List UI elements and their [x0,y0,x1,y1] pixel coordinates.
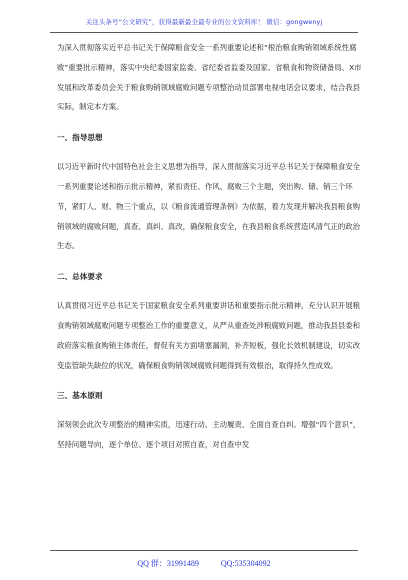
footer-contact [137,558,270,569]
header-promo-text[interactable]: 关注头条号“公文研究”，获得最新最全最专业的公文资料库！ 微信：gongwenyj [85,18,323,26]
section-heading-guiding-ideology: 一、指导思想 [57,133,103,143]
section-heading-basic-principles: 三、基本原则 [57,391,103,401]
section-paragraph-overall-requirements: 认真贯彻习近平总书记关于国家粮食安全系列重要讲话和重要指示批示精神，充分认识开展粮食购销领域腐败问题专项整治工作的重要意义，从严从重查处涉粮腐败问题，推动我县县委和政府落实粮食购销主体责任，督促有关方面堵塞漏洞，补齐短板，强化长效机制建设，切实改变监管缺失缺位的状况，确保粮食购销领域腐败问题得到有效根治，取得持久性成效。 [57,301,361,370]
footer-qq[interactable]: QQ:535304092 [220,559,271,568]
document-body [57,38,363,455]
section-paragraph-basic-principles: 深刻领会此次专项整治的精神实质，迅速行动、主动履责、全面自查自纠。增强“四个意识”，坚持问题导向，逐个单位、逐个项目对照自查，对自查中发 [57,420,361,450]
section-paragraph-guiding-ideology: 以习近平新时代中国特色社会主义思想为指导，深入贯彻落实习近平总书记关于保障粮食安全一系列重要论述和指示批示精神，紧扣责任、作风、腐败三个主题，突出购、储、销三个环节，紧盯人、财、物三个重点，以《粮食流通管理条例》为依据，着力发现并解决我县粮食购销领域的腐败问题，真查、真纠、真改，确保粮食安全，在我县粮食系统营造风清气正的政治生态。 [57,162,361,251]
intro-paragraph: 为深入贯彻落实近平总书记关于保障粮食安全一系列重要论述和“根治粮食购销领域系统性腐败”重要批示精神，落实中央纪委国家监委、省纪委省监委及国家、省粮食和物资储备局、X市发展和改革委员会关于粮食购销领域腐败问题专项整治动员部署电视电话会议要求，结合我县实际，制定本方案。 [57,43,362,112]
section-heading-overall-requirements: 二、总体要求 [57,272,103,282]
page-footer [50,550,358,575]
footer-qq-group[interactable]: QQ 群：31991489 [137,559,199,568]
page-header [50,6,358,33]
